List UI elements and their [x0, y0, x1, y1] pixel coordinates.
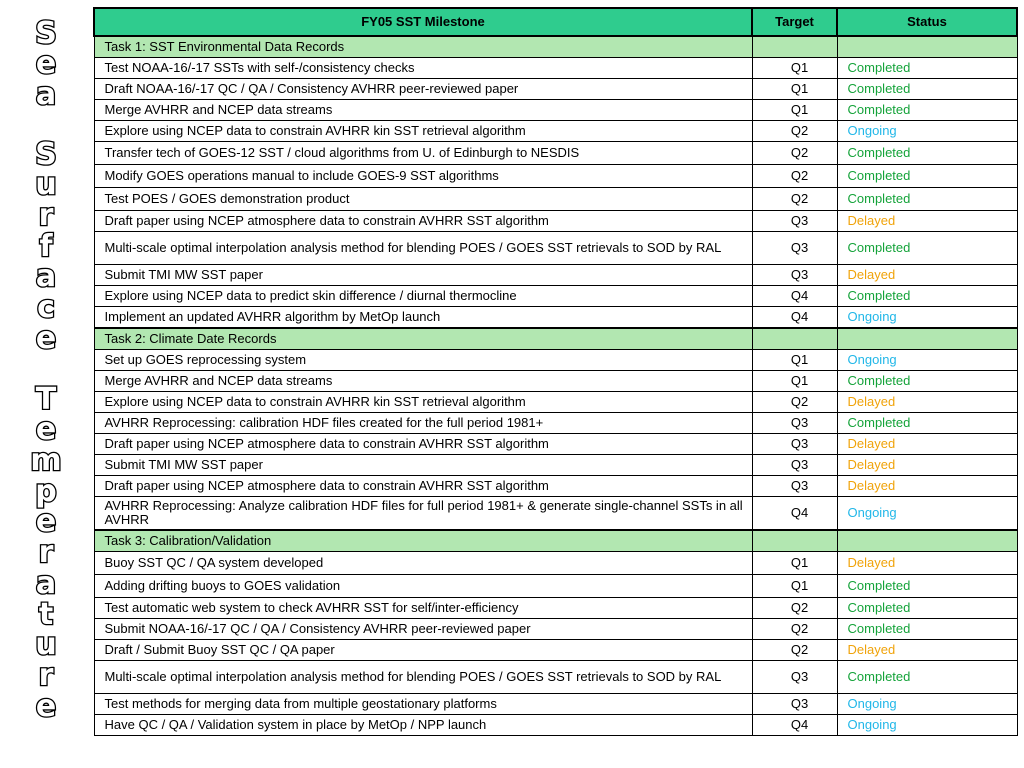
table-row [94, 211, 1017, 232]
target-cell: Q2 [752, 142, 837, 165]
status-cell: Ongoing [837, 121, 1017, 142]
milestone-column-header: FY05 SST Milestone [94, 8, 752, 36]
milestone-cell: Explore using NCEP data to constrain AVHRR kin SST retrieval algorithm [94, 121, 752, 142]
table-row [94, 286, 1017, 307]
side-title-letter: a [35, 566, 57, 601]
target-cell: Q1 [752, 350, 837, 371]
status-cell: Completed [837, 575, 1017, 598]
status-cell: Ongoing [837, 694, 1017, 715]
side-title-letter: u [35, 627, 57, 662]
side-title-letter: e [35, 689, 57, 724]
table-row [94, 350, 1017, 371]
target-cell: Q1 [752, 575, 837, 598]
milestone-cell: Test NOAA-16/-17 SSTs with self-/consistency checks [94, 58, 752, 79]
section-status-cell [837, 36, 1017, 58]
side-title-letter: a [35, 259, 57, 294]
target-cell: Q4 [752, 715, 837, 736]
status-cell: Ongoing [837, 350, 1017, 371]
milestone-cell: Multi-scale optimal interpolation analysis method for blending POES / GOES SST retrievals to SOD by RAL [94, 661, 752, 694]
status-cell: Ongoing [837, 497, 1017, 531]
milestone-cell: Adding drifting buoys to GOES validation [94, 575, 752, 598]
side-title-letter: c [37, 290, 55, 325]
table-row [94, 640, 1017, 661]
target-cell: Q3 [752, 413, 837, 434]
status-cell: Completed [837, 661, 1017, 694]
status-cell: Completed [837, 413, 1017, 434]
section-target-cell [752, 36, 837, 58]
status-cell: Completed [837, 142, 1017, 165]
vertical-title [0, 0, 92, 768]
table-row [94, 619, 1017, 640]
side-title-letter: S [35, 16, 57, 51]
milestone-cell: Explore using NCEP data to constrain AVHRR kin SST retrieval algorithm [94, 392, 752, 413]
side-title-letter: r [38, 198, 54, 233]
target-cell: Q1 [752, 371, 837, 392]
section-row [94, 36, 1017, 58]
side-title-letter: m [30, 443, 62, 478]
section-row [94, 328, 1017, 350]
status-cell: Delayed [837, 640, 1017, 661]
target-cell: Q3 [752, 455, 837, 476]
table-row [94, 476, 1017, 497]
section-target-cell [752, 328, 837, 350]
milestone-cell: Merge AVHRR and NCEP data streams [94, 371, 752, 392]
status-cell: Completed [837, 371, 1017, 392]
target-cell: Q1 [752, 552, 837, 575]
target-cell: Q2 [752, 392, 837, 413]
status-cell: Delayed [837, 265, 1017, 286]
table-row [94, 307, 1017, 329]
milestone-cell: Merge AVHRR and NCEP data streams [94, 100, 752, 121]
target-cell: Q1 [752, 79, 837, 100]
target-cell: Q3 [752, 434, 837, 455]
table-row [94, 552, 1017, 575]
section-title: Task 1: SST Environmental Data Records [94, 36, 752, 58]
status-cell: Delayed [837, 455, 1017, 476]
table-row [94, 232, 1017, 265]
side-title-letter: e [35, 504, 57, 539]
milestone-cell: Implement an updated AVHRR algorithm by MetOp launch [94, 307, 752, 329]
table-row [94, 575, 1017, 598]
table-row [94, 392, 1017, 413]
section-status-cell [837, 530, 1017, 552]
milestone-cell: Draft paper using NCEP atmosphere data to constrain AVHRR SST algorithm [94, 476, 752, 497]
side-title-letter: r [38, 658, 54, 693]
table-row [94, 497, 1017, 531]
target-cell: Q4 [752, 307, 837, 329]
milestone-table [93, 7, 1018, 736]
section-title: Task 3: Calibration/Validation [94, 530, 752, 552]
status-cell: Completed [837, 165, 1017, 188]
section-target-cell [752, 530, 837, 552]
milestone-cell: AVHRR Reprocessing: Analyze calibration HDF files for full period 1981+ & generate single-channel SSTs in all AVHRR [94, 497, 752, 531]
table-row [94, 694, 1017, 715]
status-cell: Delayed [837, 211, 1017, 232]
table-row [94, 455, 1017, 476]
table-header-row [94, 8, 1017, 36]
side-title-letter: r [38, 535, 54, 570]
target-cell: Q3 [752, 232, 837, 265]
section-row [94, 530, 1017, 552]
target-cell: Q2 [752, 619, 837, 640]
milestone-cell: Submit NOAA-16/-17 QC / QA / Consistency AVHRR peer-reviewed paper [94, 619, 752, 640]
status-cell: Completed [837, 79, 1017, 100]
side-title-letter: T [35, 382, 57, 417]
target-cell: Q2 [752, 640, 837, 661]
status-cell: Delayed [837, 434, 1017, 455]
target-cell: Q2 [752, 165, 837, 188]
milestone-cell: Test automatic web system to check AVHRR SST for self/inter-efficiency [94, 598, 752, 619]
table-row [94, 434, 1017, 455]
table-row [94, 598, 1017, 619]
table-row [94, 371, 1017, 392]
milestone-cell: Transfer tech of GOES-12 SST / cloud algorithms from U. of Edinburgh to NESDIS [94, 142, 752, 165]
target-cell: Q2 [752, 188, 837, 211]
section-status-cell [837, 328, 1017, 350]
target-cell: Q2 [752, 121, 837, 142]
side-title-letter: u [35, 167, 57, 202]
target-cell: Q1 [752, 58, 837, 79]
status-cell: Ongoing [837, 715, 1017, 736]
status-cell: Ongoing [837, 307, 1017, 329]
target-column-header: Target [752, 8, 837, 36]
table-row [94, 661, 1017, 694]
status-column-header: Status [837, 8, 1017, 36]
side-title-letter: e [35, 412, 57, 447]
milestone-cell: Submit TMI MW SST paper [94, 455, 752, 476]
milestone-cell: Modify GOES operations manual to include GOES-9 SST algorithms [94, 165, 752, 188]
table-row [94, 265, 1017, 286]
milestone-cell: Draft NOAA-16/-17 QC / QA / Consistency AVHRR peer-reviewed paper [94, 79, 752, 100]
milestone-cell: Explore using NCEP data to predict skin difference / diurnal thermocline [94, 286, 752, 307]
milestone-cell: Set up GOES reprocessing system [94, 350, 752, 371]
milestone-cell: Test methods for merging data from multiple geostationary platforms [94, 694, 752, 715]
table-row [94, 413, 1017, 434]
milestone-cell: Draft paper using NCEP atmosphere data to constrain AVHRR SST algorithm [94, 211, 752, 232]
target-cell: Q2 [752, 598, 837, 619]
milestone-cell: AVHRR Reprocessing: calibration HDF files created for the full period 1981+ [94, 413, 752, 434]
target-cell: Q3 [752, 265, 837, 286]
milestone-cell: Draft paper using NCEP atmosphere data to constrain AVHRR SST algorithm [94, 434, 752, 455]
status-cell: Completed [837, 58, 1017, 79]
side-title-letter: e [35, 321, 57, 356]
table-row [94, 715, 1017, 736]
table-row [94, 58, 1017, 79]
target-cell: Q3 [752, 661, 837, 694]
milestone-cell: Submit TMI MW SST paper [94, 265, 752, 286]
table-row [94, 79, 1017, 100]
status-cell: Completed [837, 188, 1017, 211]
milestone-cell: Multi-scale optimal interpolation analysis method for blending POES / GOES SST retrievals to SOD by RAL [94, 232, 752, 265]
status-cell: Delayed [837, 552, 1017, 575]
status-cell: Completed [837, 619, 1017, 640]
side-title-letter: a [35, 77, 57, 112]
side-title-letter: t [38, 597, 54, 632]
status-cell: Completed [837, 286, 1017, 307]
target-cell: Q3 [752, 694, 837, 715]
target-cell: Q3 [752, 476, 837, 497]
table-row [94, 121, 1017, 142]
table-row [94, 165, 1017, 188]
status-cell: Delayed [837, 476, 1017, 497]
side-title-letter: p [35, 474, 57, 509]
table-row [94, 188, 1017, 211]
target-cell: Q3 [752, 211, 837, 232]
milestone-cell: Have QC / QA / Validation system in place by MetOp / NPP launch [94, 715, 752, 736]
target-cell: Q4 [752, 286, 837, 307]
milestone-cell: Draft / Submit Buoy SST QC / QA paper [94, 640, 752, 661]
status-cell: Completed [837, 232, 1017, 265]
side-title-letter: f [39, 229, 53, 264]
status-cell: Completed [837, 598, 1017, 619]
side-title-letter: S [35, 137, 57, 172]
status-cell: Completed [837, 100, 1017, 121]
milestone-cell: Test POES / GOES demonstration product [94, 188, 752, 211]
section-title: Task 2: Climate Date Records [94, 328, 752, 350]
table-row [94, 100, 1017, 121]
status-cell: Delayed [837, 392, 1017, 413]
table-row [94, 142, 1017, 165]
target-cell: Q1 [752, 100, 837, 121]
milestone-cell: Buoy SST QC / QA system developed [94, 552, 752, 575]
target-cell: Q4 [752, 497, 837, 531]
side-title-letter: e [35, 46, 57, 81]
